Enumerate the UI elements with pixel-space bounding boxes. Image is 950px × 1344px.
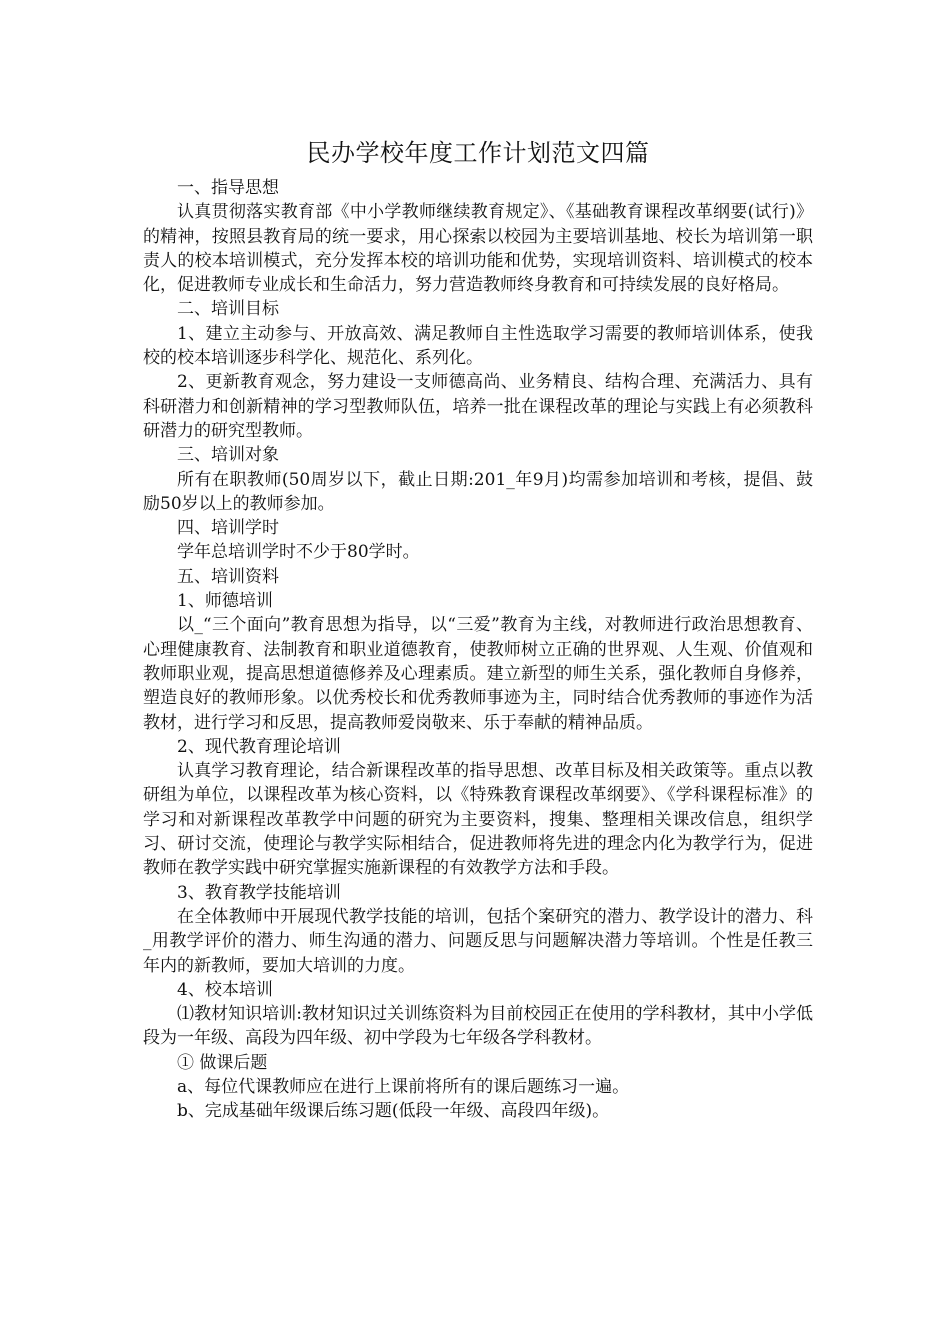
paragraph-ethics-training: 以_“三个面向”教育思想为指导，以“三爱”教育为主线，对教师进行政治思想教育、心理健康教育、法制教育和职业道德教育，使教师树立正确的世界观、人生观、价值观和教师职业观，提高思想道德修养及心理素质。建立新型的师生关系，强化教师自身修养，塑造良好的教师形象。以优秀校长和优秀教师事迹为主，同时结合优秀教师的事迹作为活教材，进行学习和反思，提高教师爱岗敬来、乐于奉献的精神品质。 bbox=[143, 615, 813, 733]
document-title: 民办学校年度工作计划范文四篇 bbox=[306, 139, 650, 167]
paragraph-textbook-knowledge: ⑴教材知识培训:教材知识过关训练资料为目前校园正在使用的学科教材，其中小学低段为一年级、高段为四年级、初中学段为七年级各学科教材。 bbox=[143, 1004, 813, 1049]
subheading-teaching-skills-training: 3、教育教学技能培训 bbox=[177, 882, 341, 903]
paragraph-goal-2: 2、更新教育观念，努力建设一支师德高尚、业务精良、结构合理、充满活力、具有科研潜力和创新精神的学习型教师队伍，培养一批在课程改革的理论与实践上有必须教科研潜力的研究型教师。 bbox=[143, 372, 813, 441]
subheading-modern-theory-training: 2、现代教育理论培训 bbox=[177, 736, 341, 757]
list-item-a: a、每位代课教师应在进行上课前将所有的课后题练习一遍。 bbox=[177, 1076, 630, 1097]
paragraph-guiding-thought: 认真贯彻落实教育部《中小学教师继续教育规定》、《基础教育课程改革纲要(试行)》的精神，按照县教育局的统一要求，用心探索以校园为主要培训基地、校长为培训第一职责人的校本培训模式，充分发挥本校的培训功能和优势，实现培训资料、培训模式的校本化，促进教师专业成长和生命活力，努力营造教师终身教育和可持续发展的良好格局。 bbox=[143, 202, 813, 296]
subheading-ethics-training: 1、师德培训 bbox=[177, 591, 273, 612]
section-heading-guiding-thought: 一、指导思想 bbox=[177, 178, 279, 198]
paragraph-teaching-skills-training: 在全体教师中开展现代教学技能的培训，包括个案研究的潜力、教学设计的潜力、科_用教学评价的潜力、师生沟通的潜力、问题反思与问题解决潜力等培训。个性是任教三年内的新教师，要加大培训的力度。 bbox=[143, 906, 813, 976]
section-heading-training-materials: 五、培训资料 bbox=[177, 566, 279, 587]
section-heading-training-targets: 三、培训对象 bbox=[177, 445, 279, 466]
list-item-exercises: ① 做课后题 bbox=[177, 1052, 268, 1073]
paragraph-goal-1: 1、建立主动参与、开放高效、满足教师自主性选取学习需要的教师培训体系，使我校的校本培训逐步科学化、规范化、系列化。 bbox=[143, 323, 813, 369]
document-body bbox=[143, 136, 813, 1124]
section-heading-training-goals: 二、培训目标 bbox=[177, 299, 279, 320]
subheading-school-based-training: 4、校本培训 bbox=[177, 979, 273, 1000]
paragraph-training-hours: 学年总培训学时不少于80学时。 bbox=[177, 542, 420, 563]
section-heading-training-hours: 四、培训学时 bbox=[177, 518, 279, 539]
paragraph-training-targets: 所有在职教师(50周岁以下，截止日期:201_年9月)均需参加培训和考核，提倡、鼓励50岁以上的教师参加。 bbox=[143, 469, 813, 514]
list-item-b: b、完成基础年级课后练习题(低段一年级、高段四年级)。 bbox=[177, 1101, 610, 1122]
paragraph-modern-theory-training: 认真学习教育理论，结合新课程改革的指导思想、改革目标及相关政策等。重点以教研组为单位，以课程改革为核心资料，以《特殊教育课程改革纲要》、《学科课程标准》的学习和对新课程改革教学中问题的研究为主要资料，搜集、整理相关课改信息，组织学习、研讨交流，使理论与教学实际相结合，促进教师将先进的理念内化为教学行为，促进教师在教学实践中研究掌握实施新课程的有效教学方法和手段。 bbox=[143, 761, 813, 879]
